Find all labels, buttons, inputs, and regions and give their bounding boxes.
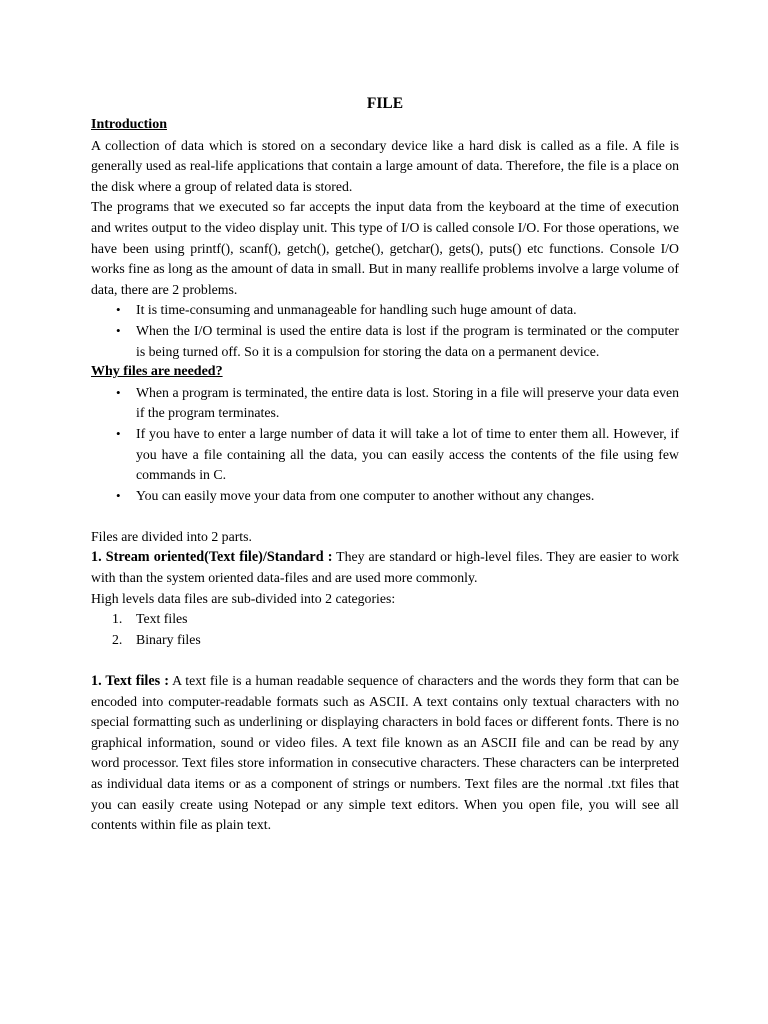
problems-list [91,300,679,362]
bullet-icon: • [116,302,121,318]
problem-text: When the I/O terminal is used the entire data is lost if the program is terminated or the computer is being turned off. So it is a compulsion for storing the data on a permanent device. [136,322,679,359]
category-label: Binary files [136,631,201,647]
document-page [91,94,679,836]
reasons-list [91,383,679,507]
stream-oriented-paragraph [91,547,679,588]
spacer [91,650,679,671]
problem-text: It is time-consuming and unmanageable for handling such huge amount of data. [136,302,577,318]
parts-intro: Files are divided into 2 parts. [91,528,252,544]
spacer [91,506,679,527]
list-item [116,424,679,486]
list-item [116,383,679,424]
reason-text: If you have to enter a large number of data it will take a lot of time to enter them all. However, if you have a file containing all the data, you can easily access the contents of the file using few commands in C. [136,425,679,483]
page-title: FILE [366,95,404,112]
list-item [116,321,679,362]
reason-text: You can easily move your data from one computer to another without any changes. [136,487,595,503]
stream-oriented-text: They are standard or high-level files. They are easier to work with than the system oriented data-files and are used more commonly. [91,549,679,586]
introduction-paragraph-2: The programs that we executed so far accepts the input data from the keyboard at the time of execution and writes output to the video display unit. This type of I/O is called console I/O. For those operations, we have been using printf(), scanf(), getch(), getche(), getchar(), gets(), puts() etc functions. Console I/O works fine as long as the amount of data in small. But in many reallife problems involve a large volume of data, there are 2 problems. [91,199,679,297]
text-files-paragraph [91,671,679,836]
category-label: Text files [136,611,188,627]
text-files-text: A text file is a human readable sequence of characters and the words they form that can be encoded into computer-readable formats such as ASCII. A text contains only textual characters with no special formatting such as underlining or displaying characters in bold faces or different fonts. There is no graphical information, sound or video files. A text file known as an ASCII file and can be read by any word processor. Text files store information in consecutive characters. These characters can be interpreted as individual data items or as a component of strings or numbers. Text files are the normal .txt files that you can easily create using Notepad or any simple text editors. When you open file, you will see all contents within file as plain text. [91,673,679,833]
bullet-icon: • [116,425,121,441]
bullet-icon: • [116,487,121,503]
categories-list [91,609,679,650]
introduction-heading: Introduction [91,117,167,132]
reason-text: When a program is terminated, the entire data is lost. Storing in a file will preserve your data even if the program terminates. [136,384,679,421]
list-item [112,609,679,630]
list-item [116,486,679,507]
stream-oriented-lead: 1. Stream oriented(Text file)/Standard : [91,549,333,566]
text-files-lead: 1. Text files : [91,673,169,690]
list-item [112,630,679,651]
bullet-icon: • [116,322,121,338]
list-number: 2. [112,631,123,647]
categories-intro: High levels data files are sub-divided into 2 categories: [91,590,396,606]
list-item [116,300,679,321]
introduction-paragraph-1: A collection of data which is stored on a secondary device like a hard disk is called as a file. A file is generally used as real-life applications that contain a large amount of data. Therefore, the file is a place on the disk where a group of related data is stored. [91,137,679,194]
bullet-icon: • [116,384,121,400]
why-files-heading: Why files are needed? [91,364,223,380]
list-number: 1. [112,611,123,627]
